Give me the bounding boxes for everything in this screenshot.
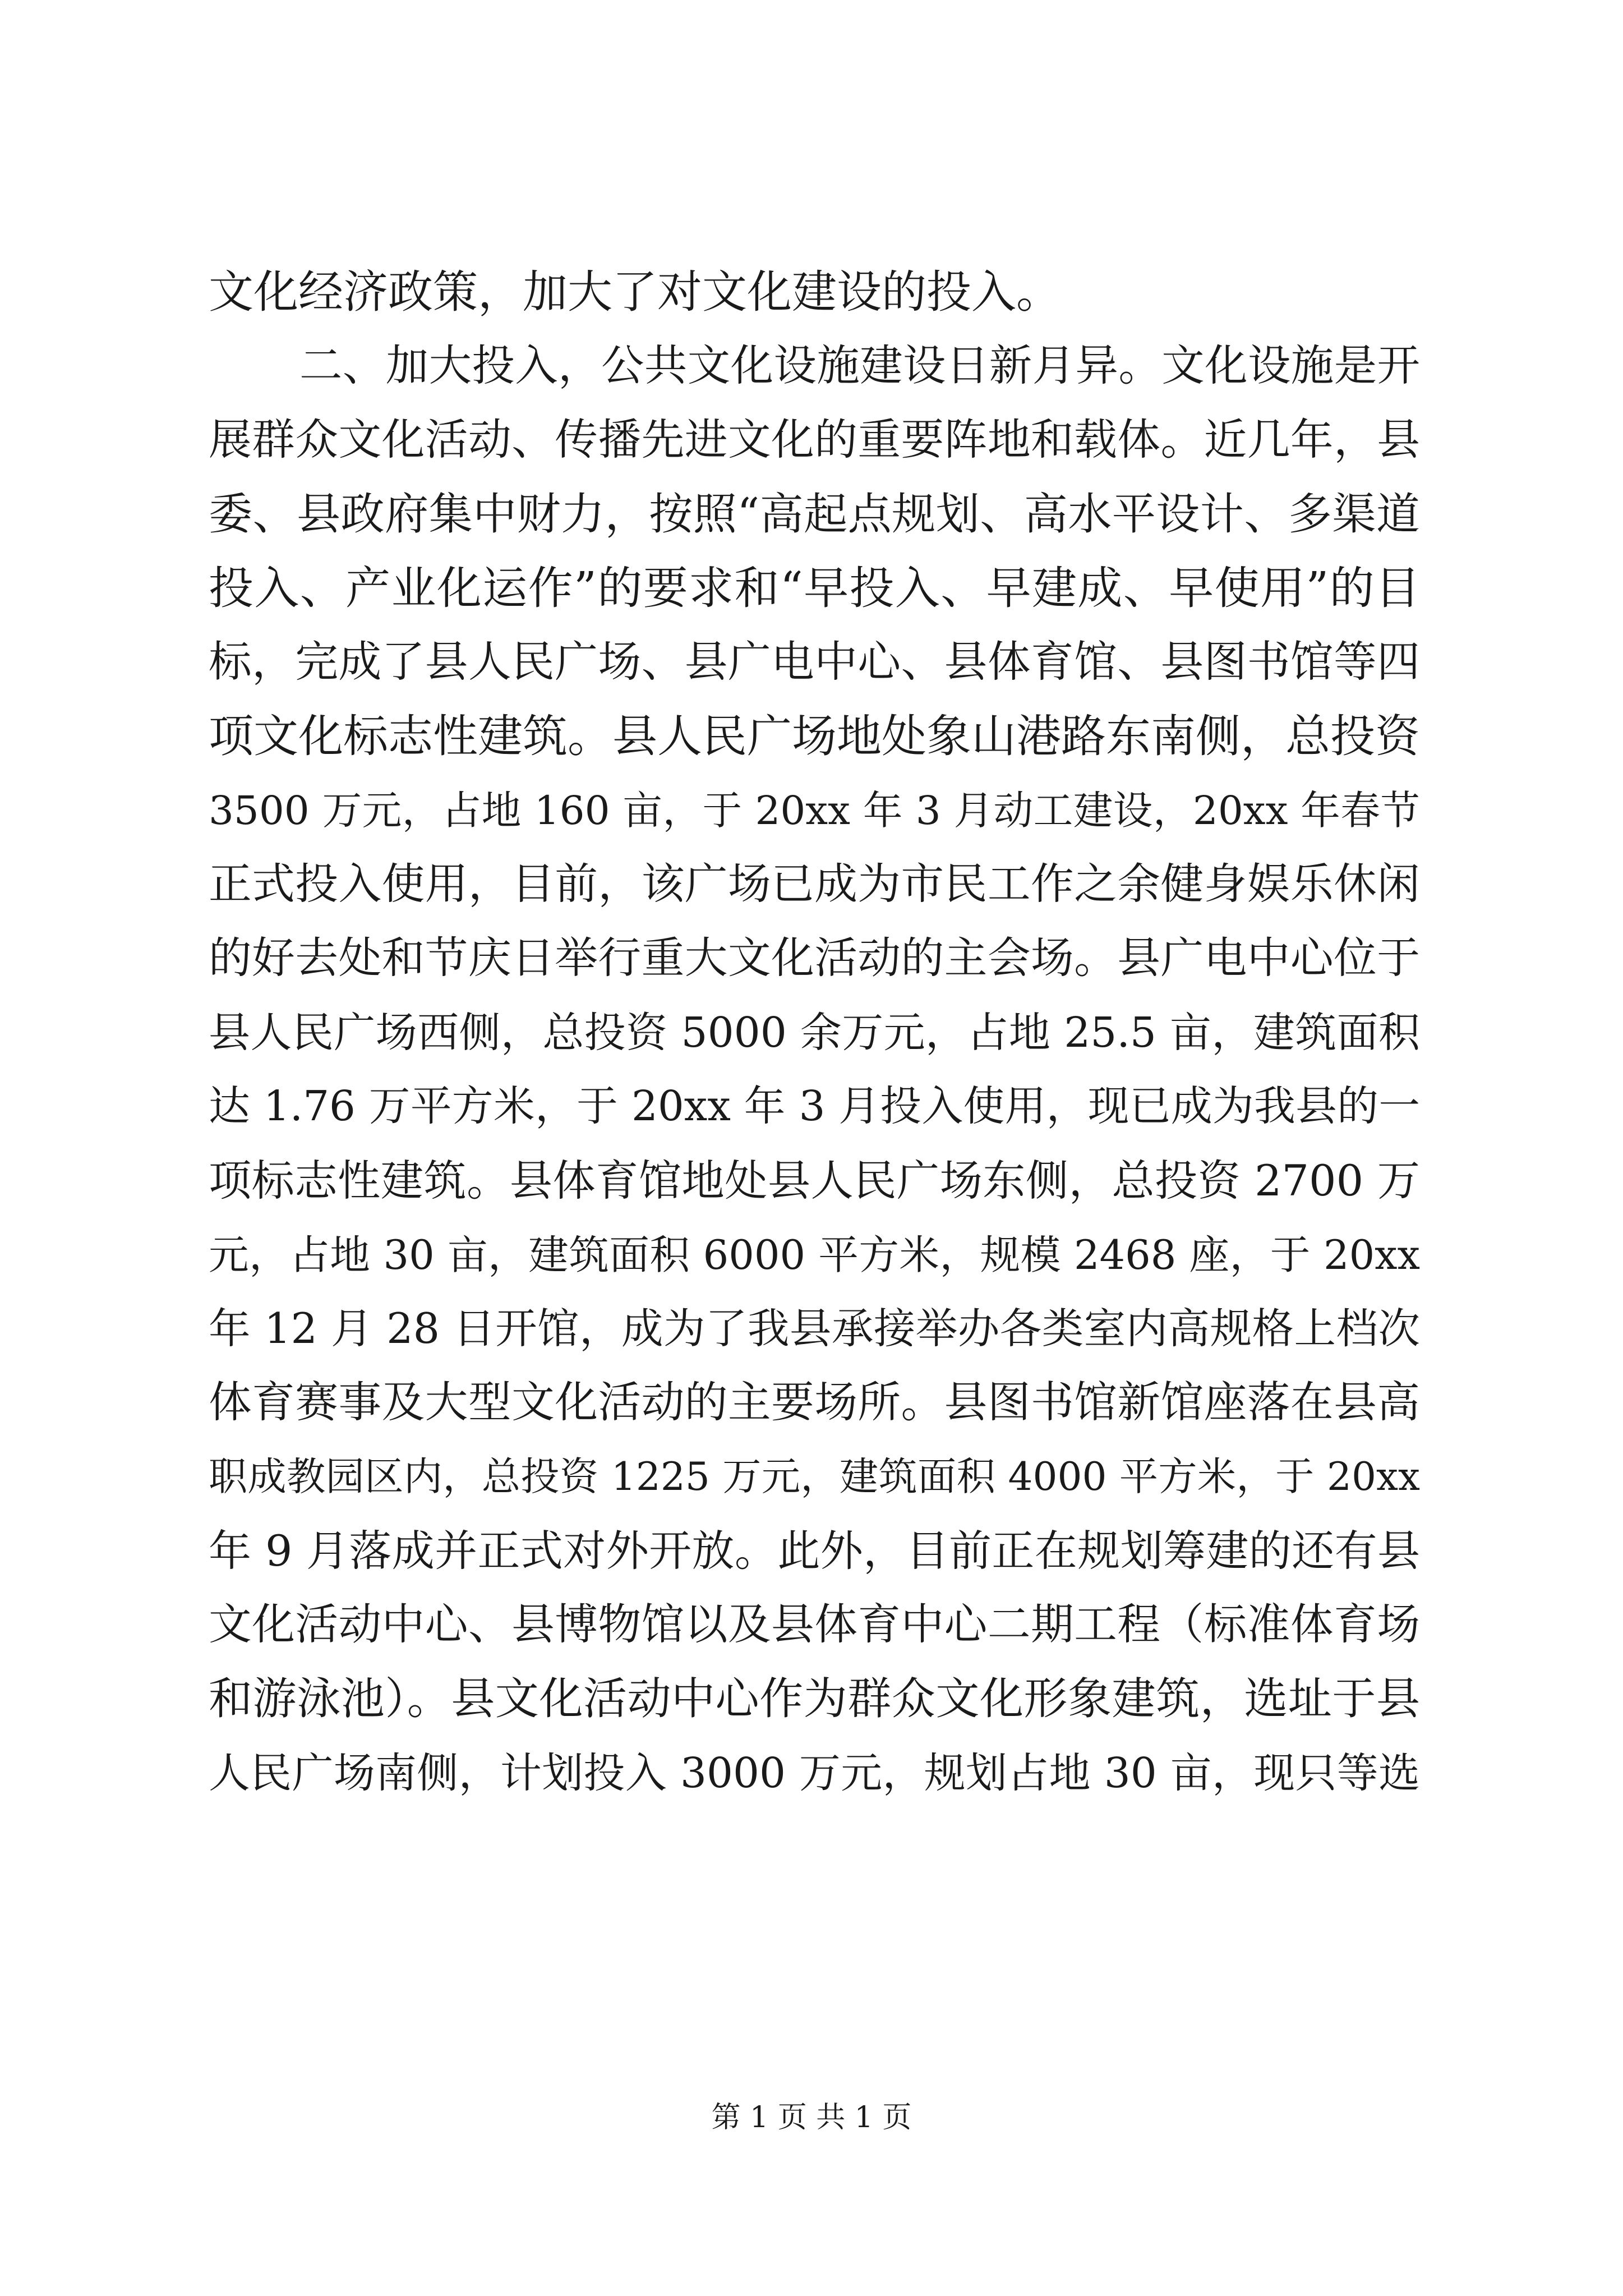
paragraph-2-line: 3500 万元，占地 160 亩，于 20xx 年 3 月动工建设，20xx 年春节: [209, 787, 1420, 834]
paragraph-2-line: 年 12 月 28 日开馆，成为了我县承接举办各类室内高规格上档次: [209, 1304, 1420, 1353]
paragraph-2-line: 体育赛事及大型文化活动的主要场所。县图书馆新馆座落在县高: [209, 1378, 1420, 1428]
paragraph-2-line: 项标志性建筑。县体育馆地处县人民广场东侧，总投资 2700 万: [209, 1156, 1420, 1205]
paragraph-2-line: 和游泳池）。县文化活动中心作为群众文化形象建筑，选址于县: [209, 1673, 1420, 1724]
paragraph-2-line: 达 1.76 万平方米，于 20xx 年 3 月投入使用，现已成为我县的一: [209, 1083, 1420, 1130]
paragraph-2-line: 正式投入使用，目前，该广场已成为市民工作之余健身娱乐休闲: [209, 859, 1420, 909]
paragraph-2-line: 县人民广场西侧，总投资 5000 余万元，占地 25.5 亩，建筑面积: [209, 1009, 1420, 1057]
paragraph-2-line: 元，占地 30 亩，建筑面积 6000 平方米，规模 2468 座，于 20xx: [209, 1231, 1420, 1278]
paragraph-2-line: 职成教园区内，总投资 1225 万元，建筑面积 4000 平方米，于 20xx: [209, 1455, 1420, 1499]
paragraph-1-line: 文化经济政策，加大了对文化建设的投入。: [209, 266, 1061, 318]
paragraph-2-line: 标，完成了县人民广场、县广电中心、县体育馆、县图书馆等四: [209, 637, 1420, 687]
page-footer: [0, 2098, 1623, 2137]
paragraph-2-line: 展群众文化活动、传播先进文化的重要阵地和载体。近几年，县: [209, 415, 1420, 465]
paragraph-2-line: 的好去处和节庆日举行重大文化活动的主会场。县广电中心位于: [209, 933, 1420, 983]
paragraph-2-line: 项文化标志性建筑。县人民广场地处象山港路东南侧，总投资: [209, 710, 1420, 762]
document-body: [209, 255, 1420, 1810]
page-number-label: 第 1 页 共 1 页: [711, 2101, 912, 2134]
paragraph-2-line: 文化活动中心、县博物馆以及县体育中心二期工程（标准体育场: [209, 1600, 1420, 1650]
paragraph-2-line: 年 9 月落成并正式对外开放。此外，目前正在规划筹建的还有县: [209, 1526, 1420, 1576]
paragraph-2-line: 委、县政府集中财力，按照“高起点规划、高水平设计、多渠道: [209, 489, 1420, 540]
paragraph-2-line: 二、加大投入，公共文化设施建设日新月异。文化设施是开: [299, 341, 1420, 391]
paragraph-2-line: 投入、产业化运作”的要求和“早投入、早建成、早使用”的目: [209, 562, 1420, 614]
paragraph-2-line: 人民广场南侧，计划投入 3000 万元，规划占地 30 亩，现只等选: [209, 1749, 1420, 1797]
